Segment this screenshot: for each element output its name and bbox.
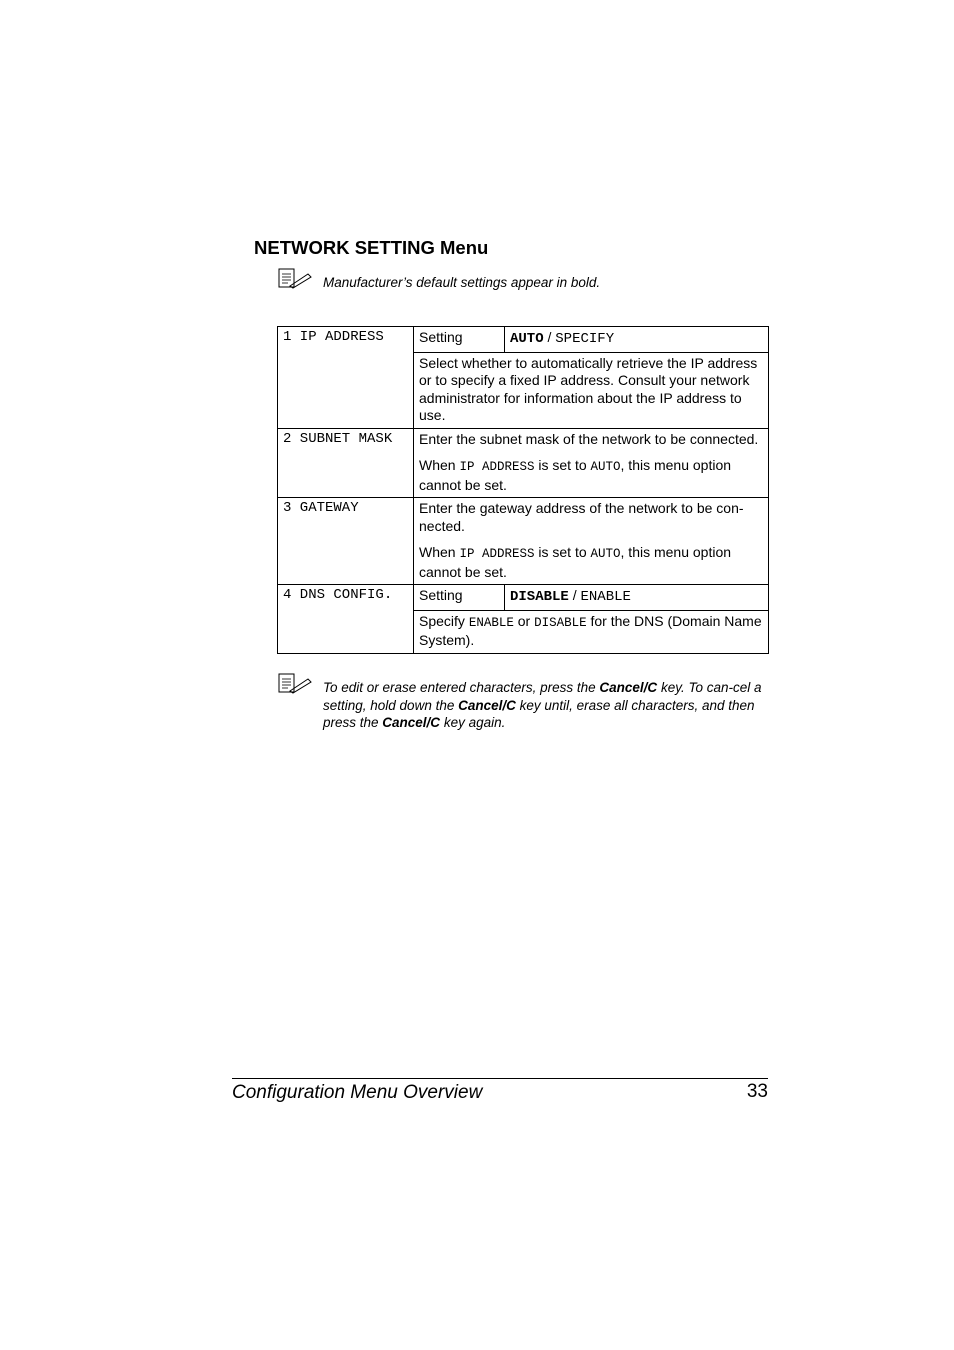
description-code: DISABLE	[534, 615, 587, 630]
condition-mid: is set to	[534, 457, 591, 473]
table-row	[278, 428, 769, 498]
condition-code: AUTO	[590, 547, 621, 561]
condition-code: IP ADDRESS	[459, 460, 535, 474]
key-name: Cancel/C	[599, 680, 658, 695]
cancel-key-note	[323, 679, 763, 732]
condition-text	[419, 544, 764, 581]
condition-text	[419, 457, 764, 494]
note-pencil-icon	[278, 268, 312, 290]
table-row	[278, 498, 769, 585]
setting-values	[505, 585, 769, 611]
condition-when: When	[419, 457, 460, 473]
note-text-part: key until, erase all characters, and then press the	[323, 697, 755, 730]
key-name: Cancel/C	[458, 697, 516, 713]
alternate-value: SPECIFY	[555, 331, 615, 347]
footer-title: Configuration Menu Overview	[232, 1082, 483, 1103]
network-setting-table	[277, 326, 769, 654]
menu-item-description	[414, 428, 769, 498]
description-post: for the DNS (Domain Name System).	[419, 612, 762, 648]
footer-divider	[232, 1078, 768, 1079]
description-text: Enter the subnet mask of the network to be connected.	[419, 430, 759, 447]
default-value: AUTO	[510, 331, 544, 347]
description-text	[419, 613, 764, 650]
setting-label: Setting	[414, 585, 505, 611]
table-row	[278, 585, 769, 611]
condition-end: , this menu option cannot be set.	[419, 457, 732, 493]
table-row	[278, 327, 769, 353]
condition-when: When	[419, 544, 460, 560]
menu-item-description	[414, 610, 769, 653]
section-heading: NETWORK SETTING Menu	[254, 237, 489, 258]
condition-mid: is set to	[534, 544, 591, 560]
description-text: Select whether to automatically retrieve the IP address or to specify a fixed IP address. Consult your network administrator for information about the IP address to use.	[419, 354, 758, 423]
default-value: DISABLE	[510, 589, 569, 605]
value-separator: /	[543, 329, 556, 345]
setting-values	[505, 327, 769, 353]
description-pre: Specify	[419, 612, 469, 629]
note-pencil-icon	[278, 673, 312, 695]
note-text-part: key again.	[440, 715, 506, 730]
menu-item-description	[414, 498, 769, 585]
description-code: ENABLE	[468, 615, 514, 630]
alternate-value: ENABLE	[580, 589, 631, 605]
menu-item-ip-address: 1 IP ADDRESS	[278, 327, 414, 429]
menu-item-gateway: 3 GATEWAY	[278, 498, 414, 585]
menu-item-description	[414, 352, 769, 428]
default-settings-note: Manufacturer’s default settings appear in bold.	[323, 275, 601, 290]
condition-end: , this menu option cannot be set.	[419, 544, 732, 580]
key-name: Cancel/C	[382, 715, 441, 730]
note-text-part: To edit or erase entered characters, press the	[323, 680, 600, 695]
description-mid: or	[513, 612, 535, 629]
page-number: 33	[746, 1081, 768, 1102]
description-text: Enter the gateway address of the network to be con-nected.	[419, 500, 744, 534]
value-separator: /	[568, 587, 581, 603]
condition-code: IP ADDRESS	[459, 547, 535, 561]
menu-item-dns-config: 4 DNS CONFIG.	[278, 585, 414, 654]
menu-item-subnet-mask: 2 SUBNET MASK	[278, 428, 414, 498]
condition-code: AUTO	[590, 460, 621, 474]
note-text-part: key. To can-cel a setting, hold down the	[323, 680, 762, 713]
setting-label: Setting	[414, 327, 505, 353]
